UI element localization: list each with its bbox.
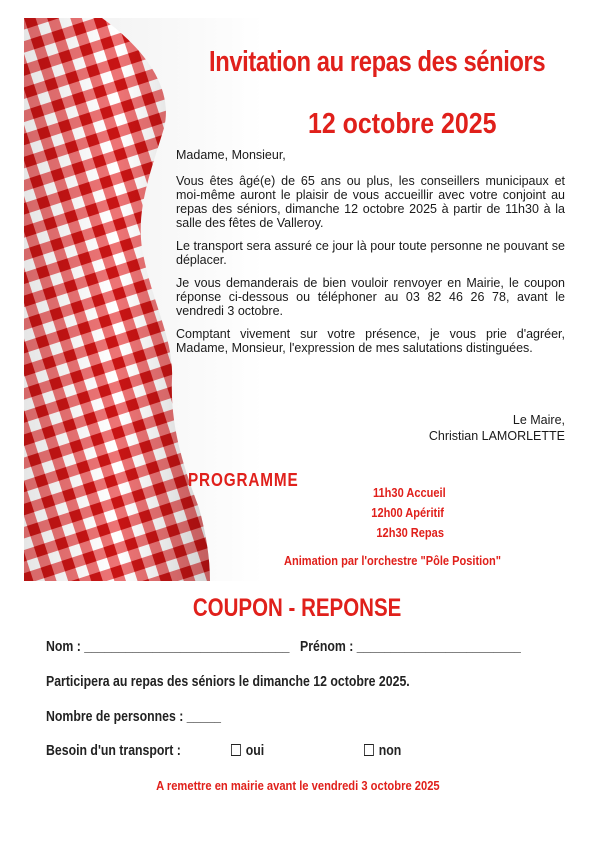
programme-title: PROGRAMME — [188, 470, 299, 490]
transport-label: Besoin d'un transport : — [46, 742, 181, 759]
paragraph-closing: Comptant vivement sur votre présence, je vous prie d'agréer, Madame, Monsieur, l'expression de mes salutations distinguées. — [176, 327, 565, 355]
programme-item: 12h30 Repas — [376, 525, 444, 540]
transport-yes-label: oui — [245, 742, 265, 759]
event-date: 12 octobre 2025 — [308, 108, 497, 140]
participation-statement: Participera au repas des séniors le dimanche 12 octobre 2025. — [46, 673, 410, 690]
transport-no-label: non — [378, 742, 402, 759]
personnes-field[interactable]: Nombre de personnes : _____ — [46, 708, 222, 725]
programme-animation: Animation par l'orchestre "Pôle Position" — [284, 553, 501, 568]
programme-item: 12h00 Apéritif — [371, 505, 444, 520]
nom-field[interactable]: Nom : ______________________________ — [46, 638, 290, 655]
checkbox-yes[interactable] — [231, 744, 241, 756]
greeting: Madame, Monsieur, — [176, 148, 286, 162]
programme-item: 11h30 Accueil — [373, 485, 446, 500]
coupon-title — [0, 594, 595, 623]
letter-body — [176, 148, 565, 364]
prenom-field[interactable]: Prénom : ________________________ — [300, 638, 521, 655]
programme-list — [373, 483, 446, 543]
invitation-title: Invitation au repas des séniors — [209, 46, 546, 78]
paragraph-transport: Le transport sera assuré ce jour là pour toute personne ne pouvant se déplacer. — [176, 239, 565, 267]
checkbox-no[interactable] — [364, 744, 374, 756]
deadline-note — [0, 778, 595, 793]
signature-name: Christian LAMORLETTE — [428, 429, 565, 443]
signature-block — [429, 412, 565, 444]
paragraph-reply: Je vous demanderais de bien vouloir renvoyer en Mairie, le coupon réponse ci-dessous ou téléphoner au 03 82 46 26 78, avant le vendredi 3 octobre. — [176, 276, 565, 318]
transport-yes-option[interactable] — [231, 742, 264, 759]
signature-role: Le Maire, — [512, 413, 565, 427]
deadline-text: A remettre en mairie avant le vendredi 3 octobre 2025 — [155, 778, 440, 793]
paragraph-invitation: Vous êtes âgé(e) de 65 ans ou plus, les conseillers municipaux et moi-même auront le plaisir de vous accueillir avec votre conjoint au repas des séniors, dimanche 12 octobre 2025 à partir de 11h30 à la salle des fêtes de Valleroy. — [176, 174, 565, 230]
coupon-title-text: COUPON - REPONSE — [193, 594, 402, 622]
transport-no-option[interactable] — [364, 742, 401, 759]
